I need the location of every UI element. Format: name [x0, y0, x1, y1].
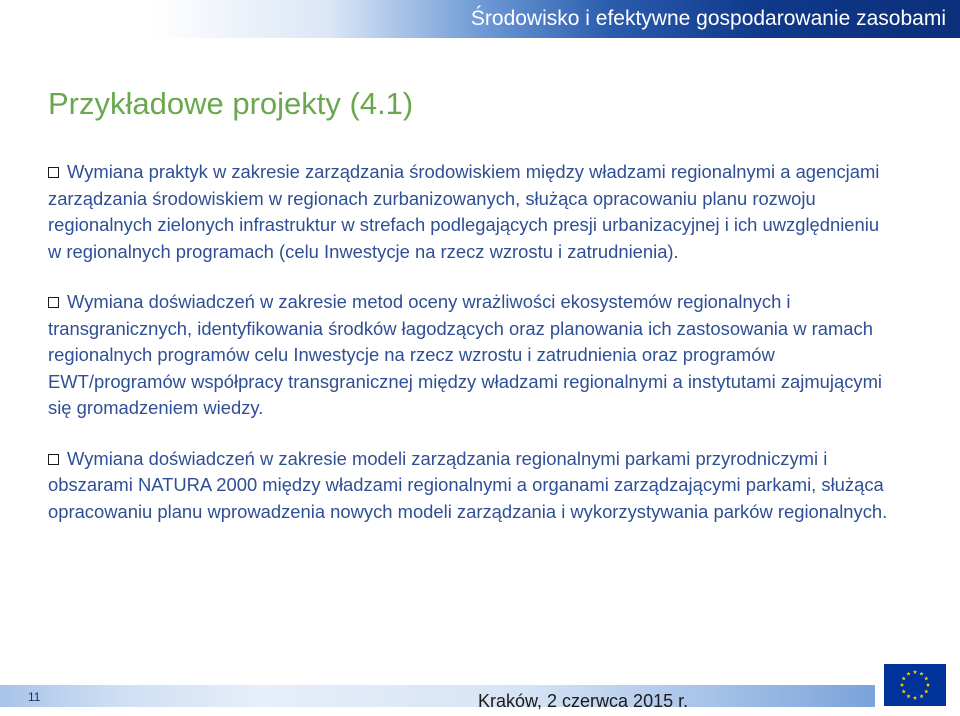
checkbox-square-icon — [48, 297, 59, 308]
eu-flag-icon — [884, 664, 946, 706]
bullet-list — [48, 159, 893, 525]
footer-bar — [0, 685, 875, 707]
bullet-item — [48, 446, 893, 526]
footer-location-date: Kraków, 2 czerwca 2015 r. — [478, 691, 689, 711]
bullet-text: Wymiana doświadczeń w zakresie modeli zarządzania regionalnymi parkami przyrodniczymi i obszarami NATURA 2000 między władzami regionalnymi a organami zarządzającymi parkami, służąca opracowaniu planu wprowadzenia nowych modeli zarządzania i wykorzystywania parków regionalnych. — [48, 447, 888, 522]
checkbox-square-icon — [48, 167, 59, 178]
page-number: 11 — [28, 690, 41, 704]
page-title: Przykładowe projekty (4.1) — [48, 86, 414, 121]
bullet-text: Wymiana praktyk w zakresie zarządzania środowiskiem między władzami regionalnymi a agencjami zarządzania środowiskiem w regionach zurbanizowanych, służąca opracowaniu planu rozwoju regionalnych zielonych infrastruktur w strefach podlegających presji urbanizacyjnej i ich uwzględnieniu w regionalnych programach (celu Inwestycje na rzecz wzrostu i zatrudnienia). — [48, 161, 880, 262]
bullet-item — [48, 289, 893, 422]
bullet-item — [48, 159, 893, 265]
header-title: Środowisko i efektywne gospodarowanie zasobami — [470, 7, 946, 30]
bullet-text: Wymiana doświadczeń w zakresie metod oceny wrażliwości ekosystemów regionalnych i transgranicznych, identyfikowania środków łagodzących oraz planowania ich zastosowania w ramach regionalnych programów celu Inwestycje na rzecz wzrostu i zatrudnienia oraz programów EWT/programów współpracy transgranicznej między władzami regionalnymi a instytutami zajmującymi się gromadzeniem wiedzy. — [48, 291, 882, 418]
header-bar — [0, 0, 960, 38]
checkbox-square-icon — [48, 454, 59, 465]
